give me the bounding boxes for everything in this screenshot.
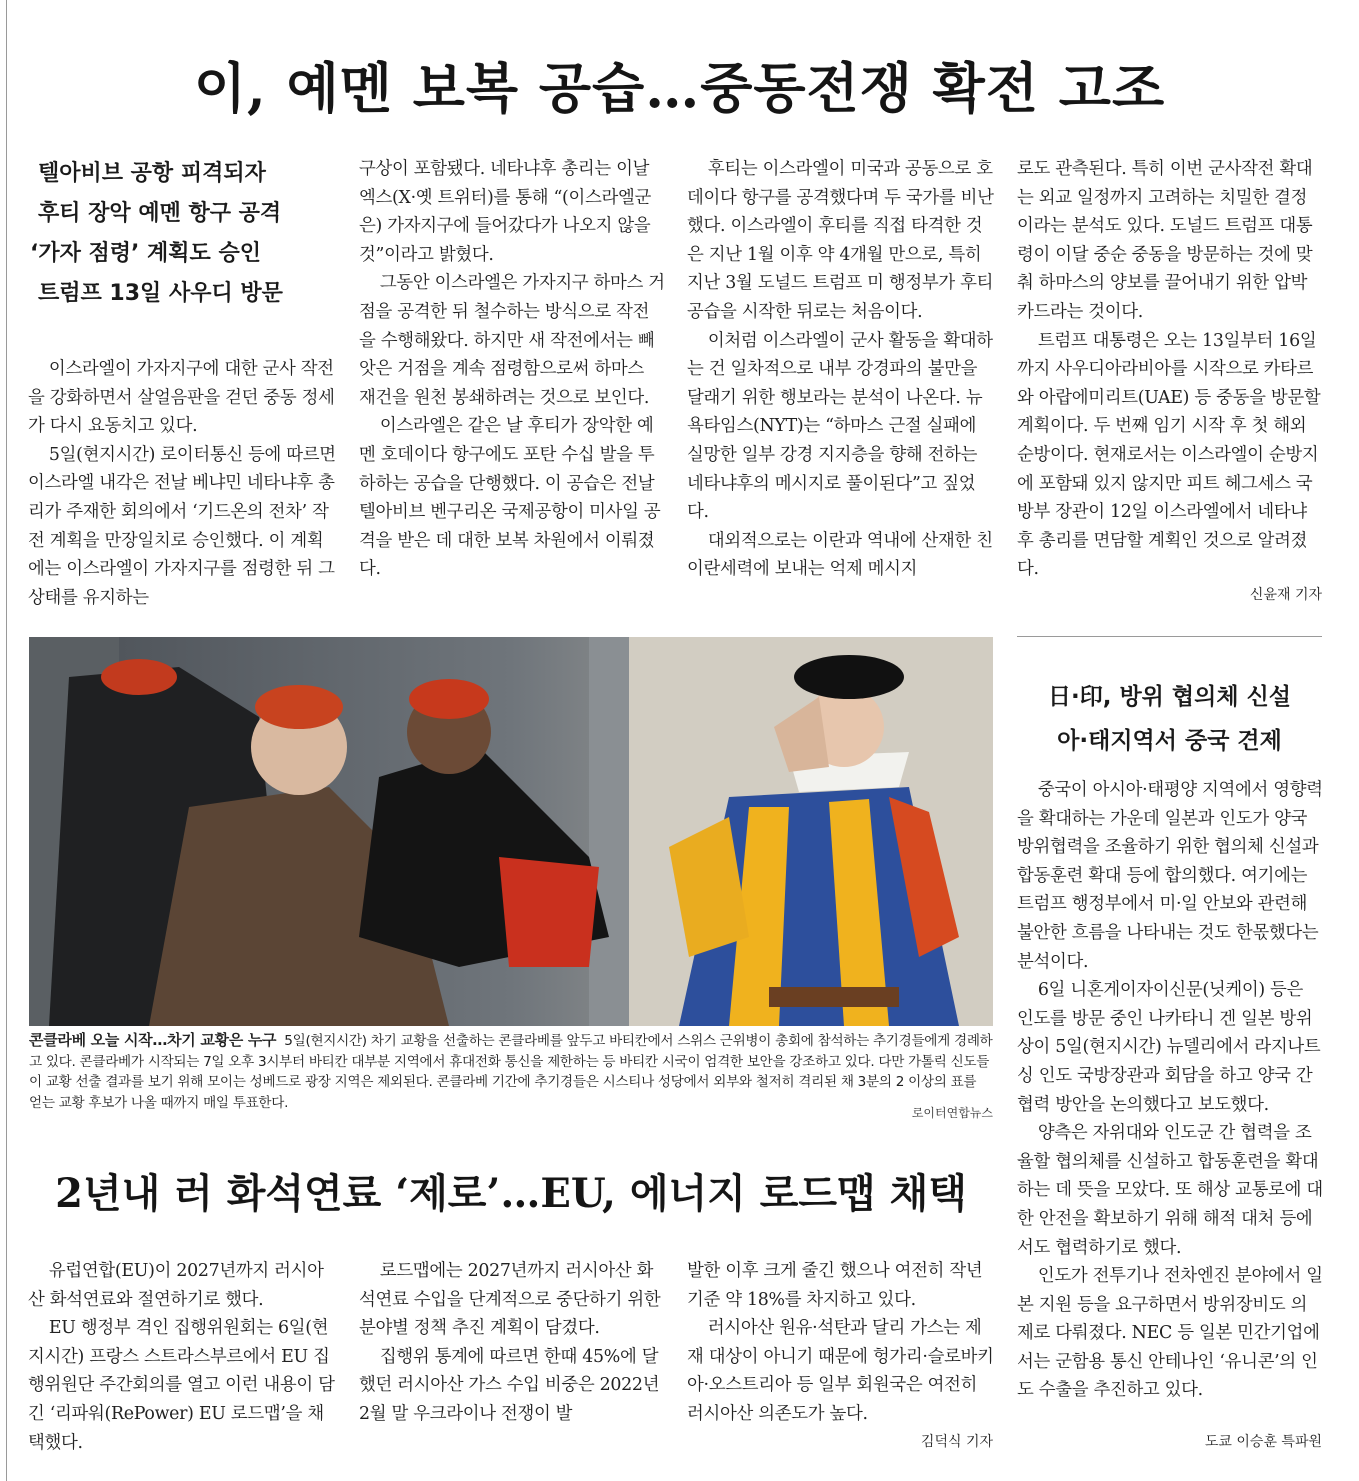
main-article-col-3 — [687, 155, 994, 584]
left-margin-rule — [6, 0, 7, 1481]
second-col2-para-1: 로드맵에는 2027년까지 러시아산 화석연료 수입을 단계적으로 중단하기 위한 분야별 정책 추진 계획이 담겼다. — [359, 1261, 661, 1339]
photo-illustration — [29, 637, 993, 1026]
main-col1-para-2: 5일(현지시간) 로이터통신 등에 따르면 이스라엘 내각은 전날 베냐민 네타냐후 총리가 주재한 회의에서 ‘기드온의 전차’ 작전 계획을 만장일치로 승인했다. 이 계획에는 이스라엘이 가자지구를 점령한 뒤 그 상태를 유지하는 — [28, 444, 336, 608]
photo-caption — [29, 1030, 993, 1113]
side-headline-line-2: 아·태지역서 중국 견제 — [1057, 728, 1282, 754]
main-article-col-1 — [28, 355, 336, 612]
side-headline-line-1: 日·印, 방위 협의체 신설 — [1047, 684, 1292, 710]
caption-body: 5일(현지시간) 차기 교황을 선출하는 콘클라베를 앞두고 바티칸에서 스위스 근위병이 총회에 참석하는 추기경들에게 경례하고 있다. 콘클라베가 시작되는 7일 오후 3시부터 바티칸 대부분 지역에서 휴대전화 통신을 제한하는 등 바티칸 시국이 엄격한 보안을 강조하고 있다. 다만 가톨릭 신도들이 교황 선출 결과를 보기 위해 모이는 성베드로 광장 지역은 제외된다. 콘클라베 기간에 추기경들은 시스티나 성당에서 외부와 철저히 격리된 채 3분의 2 이상의 표를 얻는 교황 후보가 나올 때까지 매일 투표한다. — [29, 1033, 993, 1111]
main-col2-para-2: 그동안 이스라엘은 가자지구 하마스 거점을 공격한 뒤 철수하는 방식으로 작전을 수행해왔다. 하지만 새 작전에서는 빼앗은 거점을 계속 점령함으로써 하마스 재건을 원천 봉쇄하려는 것으로 보인다. — [359, 273, 665, 408]
second-byline: 김덕식 기자 — [920, 1434, 993, 1450]
subhead-4: 트럼프 13일 사우디 방문 — [38, 281, 283, 306]
subhead-3: ‘가자 점령’ 계획도 승인 — [30, 241, 261, 266]
side-para-1: 중국이 아시아·태평양 지역에서 영향력을 확대하는 가운데 일본과 인도가 양국 방위협력을 조율하기 위한 협의체 신설과 합동훈련 확대 등에 합의했다. 여기에는 트럼프 행정부에서 미·일 안보와 관련해 불안한 흐름을 나타내는 것도 한몫했다는 분석이다. — [1017, 780, 1323, 972]
caption-title: 콘클라베 오늘 시작…차기 교황은 누구 — [29, 1031, 277, 1049]
main-headline: 이, 예멘 보복 공습…중동전쟁 확전 고조 — [193, 56, 1166, 120]
second-col3-para-1: 발한 이후 크게 줄긴 했으나 여전히 작년 기준 약 18%를 차지하고 있다. — [687, 1261, 983, 1310]
subhead-2: 후티 장악 예멘 항구 공격 — [38, 201, 282, 226]
news-photo — [29, 637, 993, 1026]
second-article-col-2 — [359, 1257, 665, 1429]
main-col2-para-1: 구상이 포함됐다. 네타냐후 총리는 이날 엑스(X·옛 트위터)를 통해 “(이스라엘군은) 가자지구에 들어갔다가 나오지 않을 것”이라고 밝혔다. — [359, 159, 652, 265]
second-col1-para-2: EU 행정부 격인 집행위원회는 6일(현지시간) 프랑스 스트라스부르에서 EU 집행위원단 주간회의를 열고 이런 내용이 담긴 ‘리파워(RePower) EU 로드맵’을 채택했다. — [28, 1318, 335, 1453]
side-para-3: 양측은 자위대와 인도군 간 협력을 조율할 협의체를 신설하고 합동훈련을 확대하는 데 뜻을 모았다. 또 해상 교통로에 대한 안전을 확보하기 위해 해적 대처 등에서도 협력하기로 했다. — [1017, 1123, 1323, 1258]
subhead-1: 텔아비브 공항 피격되자 — [38, 161, 266, 186]
side-para-4: 인도가 전투기나 전차엔진 분야에서 일본 지원 등을 요구하면서 방위장비도 의제로 다뤄졌다. NEC 등 일본 민간기업에서는 군함용 통신 안테나인 ‘유니콘’의 인도 수출을 추진하고 있다. — [1017, 1266, 1323, 1401]
second-headline: 2년내 러 화석연료 ‘제로’…EU, 에너지 로드맵 채택 — [55, 1170, 967, 1217]
second-article-col-3 — [687, 1257, 994, 1429]
second-col3-para-2: 러시아산 원유·석탄과 달리 가스는 제재 대상이 아니기 때문에 헝가리·슬로바키아·오스트리아 등 일부 회원국은 여전히 러시아산 의존도가 높다. — [687, 1318, 994, 1424]
main-article-col-2 — [359, 155, 665, 584]
main-col2-para-3: 이스라엘은 같은 날 후티가 장악한 예멘 호데이다 항구에도 포탄 수십 발을 투하하는 공습을 단행했다. 이 공습은 전날 텔아비브 벤구리온 국제공항이 미사일 공격을 받은 데 대한 보복 차원에서 이뤄졌다. — [359, 416, 661, 580]
main-article-col-4 — [1017, 155, 1323, 584]
main-col1-para-1: 이스라엘이 가자지구에 대한 군사 작전을 강화하면서 살얼음판을 걷던 중동 정세가 다시 요동치고 있다. — [28, 359, 335, 437]
second-col1-para-1: 유럽연합(EU)이 2027년까지 러시아산 화석연료와 절연하기로 했다. — [28, 1261, 324, 1310]
side-byline: 도쿄 이승훈 특파원 — [1130, 1431, 1322, 1451]
main-subheads — [30, 154, 330, 314]
main-col4-para-2: 트럼프 대통령은 오는 13일부터 16일까지 사우디아라비아를 시작으로 카타르와 아랍에미리트(UAE) 등 중동을 방문할 계획이다. 두 번째 임기 시작 후 첫 해외 순방이다. 현재로서는 이스라엘이 순방지에 포함돼 있지 않지만 피트 헤그세스 국방부 장관이 12일 이스라엘에서 네타냐후 총리를 면담할 계획인 것으로 알려졌다. — [1017, 330, 1321, 580]
side-article-divider — [1017, 636, 1322, 637]
second-article-col-1 — [28, 1257, 336, 1457]
second-col2-para-2: 집행위 통계에 따르면 한때 45%에 달했던 러시아산 가스 수입 비중은 2022년 2월 말 우크라이나 전쟁이 발 — [359, 1346, 660, 1424]
side-para-2: 6일 니혼게이자이신문(닛케이) 등은 인도를 방문 중인 나카타니 겐 일본 방위상이 5일(현지시간) 뉴델리에서 라지나트 싱 인도 국방장관과 회담을 하고 양국 간 협력 방안을 논의했다고 보도했다. — [1017, 980, 1321, 1115]
photo-credit: 로이터연합뉴스 — [860, 1104, 993, 1121]
main-col3-para-2: 이처럼 이스라엘이 군사 활동을 확대하는 건 일차적으로 내부 강경파의 불만을 달래기 위한 행보라는 분석이 나온다. 뉴욕타임스(NYT)는 “하마스 근절 실패에 실망한 일부 강경 지지층을 향해 전하는 네타냐후의 메시지로 풀이된다”고 짚었다. — [687, 330, 993, 523]
main-byline: 신윤재 기자 — [1249, 587, 1322, 603]
side-article-body — [1017, 776, 1323, 1405]
main-col3-para-1: 후티는 이스라엘이 미국과 공동으로 호데이다 항구를 공격했다며 두 국가를 비난했다. 이스라엘이 후티를 직접 타격한 것은 지난 1월 이후 약 4개월 만으로, 특히 지난 3월 도널드 트럼프 미 행정부가 후티 공습을 시작한 뒤로는 처음이다. — [687, 159, 994, 322]
main-col4-para-1: 로도 관측된다. 특히 이번 군사작전 확대는 외교 일정까지 고려하는 치밀한 결정이라는 분석도 있다. 도널드 트럼프 대통령이 이달 중순 중동을 방문하는 것에 맞춰 하마스의 양보를 끌어내기 위한 압박 카드라는 것이다. — [1017, 159, 1313, 322]
main-col3-para-3: 대외적으로는 이란과 역내에 산재한 친이란세력에 보내는 억제 메시지 — [687, 530, 993, 580]
side-headline — [1017, 675, 1322, 763]
